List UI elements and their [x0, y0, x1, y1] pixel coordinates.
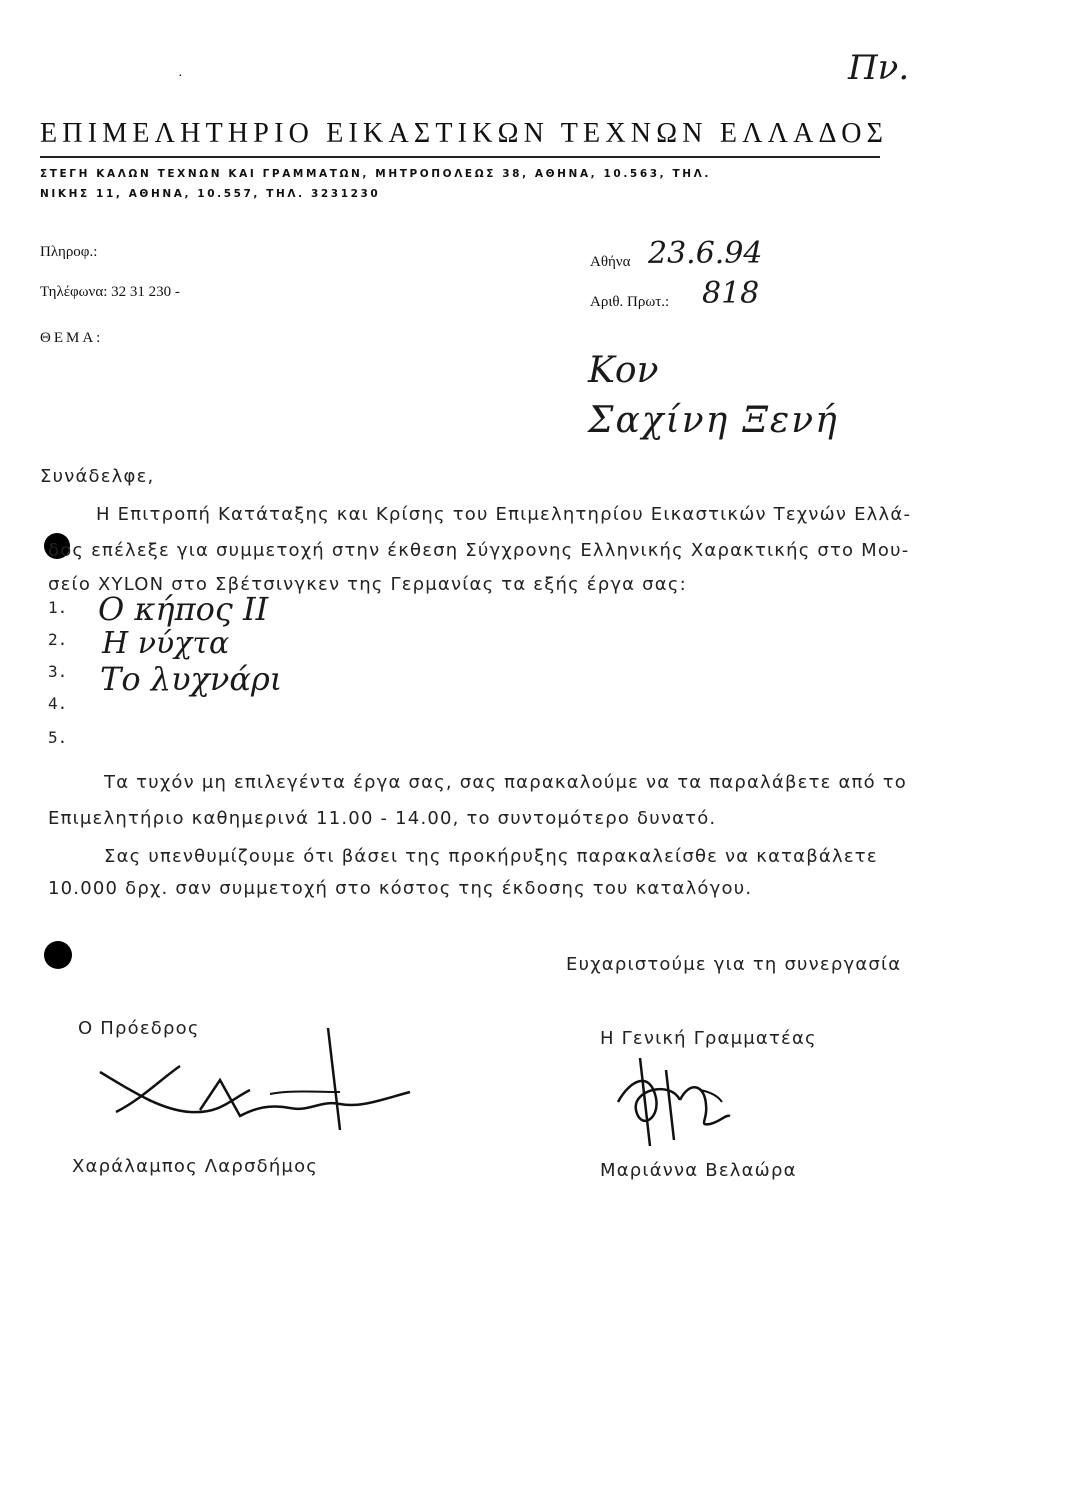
work-number-3: 3. [48, 662, 68, 681]
president-signature [90, 1020, 450, 1140]
speck-mark: · [178, 66, 183, 82]
date-value: 23.6.94 [648, 236, 763, 271]
address-line-1: ΣΤΕΓΗ ΚΑΛΩΝ ΤΕΧΝΩΝ ΚΑΙ ΓΡΑΜΜΑΤΩΝ, ΜΗΤΡΟΠΟΛΕΩΣ 38, ΑΘΗΝΑ, 10.563, ΤΗΛ. [40, 168, 711, 180]
work-number-4: 4. [48, 694, 68, 713]
recipient-line-1: Κον [588, 350, 659, 391]
secretary-name: Μαριάννα Βελαώρα [600, 1160, 797, 1181]
subject-label: ΘΕΜΑ: [40, 330, 104, 346]
phone-label: Τηλέφωνα: 32 31 230 - [40, 284, 180, 300]
work-number-1: 1. [48, 598, 68, 617]
paragraph-1-line-3: σείο XYLON στο Σβέτσινγκεν της Γερμανίας τα εξής έργα σας: [48, 574, 687, 595]
recipient-line-2: Σαχίνη Ξενή [588, 400, 839, 441]
info-label: Πληροφ.: [40, 244, 98, 260]
salutation: Συνάδελφε, [40, 466, 155, 487]
paragraph-2-line-1: Τα τυχόν μη επιλεγέντα έργα σας, σας παρακαλούμε να τα παραλάβετε από το [104, 772, 907, 793]
protocol-label: Αριθ. Πρωτ.: [590, 294, 670, 310]
protocol-value: 818 [702, 276, 760, 311]
work-number-2: 2. [48, 630, 68, 649]
org-name: ΕΠΙΜΕΛΗΤΗΡΙΟ ΕΙΚΑΣΤΙΚΩΝ ΤΕΧΝΩΝ ΕΛΛΑΔΟΣ [40, 118, 889, 149]
work-number-5: 5. [48, 728, 68, 747]
president-title: Ο Πρόεδρος [78, 1018, 200, 1039]
paragraph-2-line-2: Επιμελητήριο καθημερινά 11.00 - 14.00, το συντομότερο δυνατό. [48, 808, 717, 829]
paragraph-3-line-1: Σας υπενθυμίζουμε ότι βάσει της προκήρυξης παρακαλείσθε να καταβάλετε [104, 846, 878, 867]
punch-hole-mark [44, 941, 72, 969]
letterhead-rule [40, 156, 880, 158]
secretary-signature [610, 1050, 740, 1150]
date-label: Αθήνα [590, 254, 631, 270]
work-title-2: Η νύχτα [102, 626, 230, 661]
corner-handwritten-mark: Πν. [848, 48, 910, 88]
paragraph-1-line-2: δος επέλεξε για συμμετοχή στην έκθεση Σύγχρονης Ελληνικής Χαρακτικής στο Μου- [48, 540, 910, 561]
secretary-title: Η Γενική Γραμματέας [600, 1028, 817, 1049]
paragraph-3-line-2: 10.000 δρχ. σαν συμμετοχή στο κόστος της έκδοσης του καταλόγου. [48, 878, 753, 899]
president-name: Χαράλαμπος Λαρσδήμος [72, 1156, 319, 1177]
address-line-2: ΝΙΚΗΣ 11, ΑΘΗΝΑ, 10.557, ΤΗΛ. 3231230 [40, 188, 381, 200]
work-title-1: Ο κήπος ΙΙ [98, 590, 269, 628]
closing-text: Ευχαριστούμε για τη συνεργασία [566, 954, 902, 975]
work-title-3: Το λυχνάρι [100, 660, 283, 698]
paragraph-1-line-1: Η Επιτροπή Κατάταξης και Κρίσης του Επιμελητηρίου Εικαστικών Τεχνών Ελλά- [96, 504, 912, 525]
